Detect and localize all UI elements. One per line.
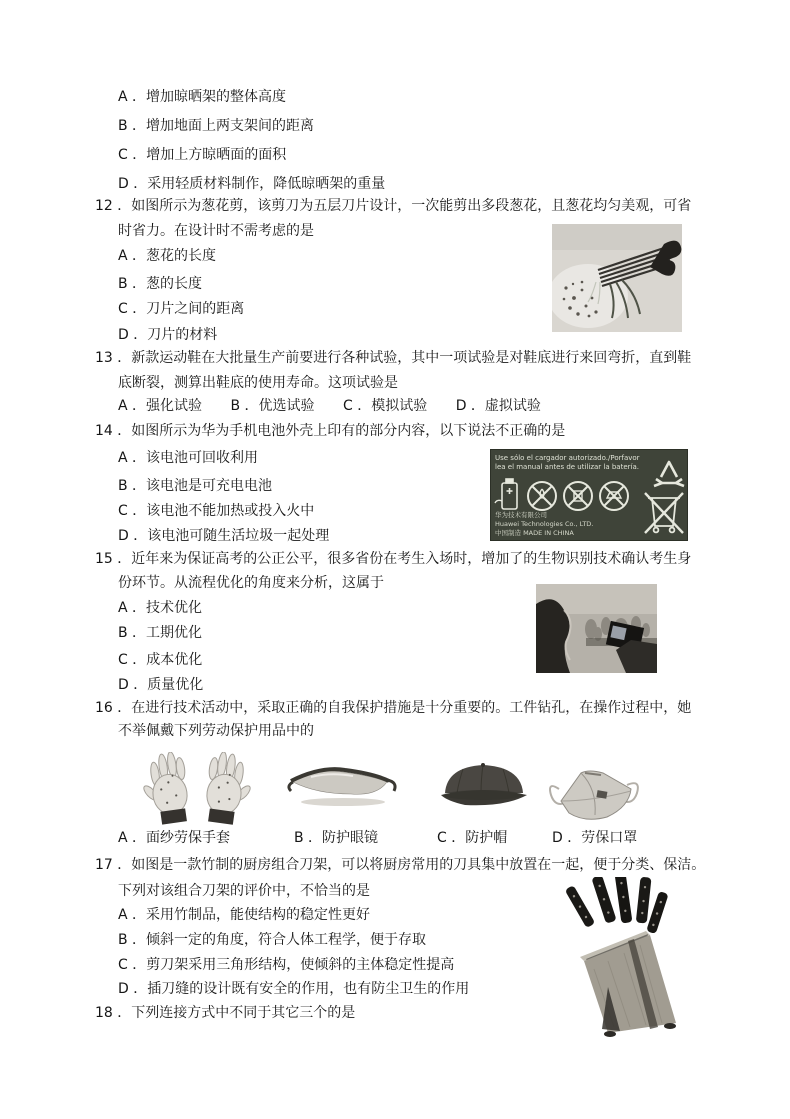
q14-stem-line1: 14 ．如图所示为华为手机电池外壳上印有的部分内容，以下说法不正确的是	[95, 423, 566, 439]
work-gloves-photo	[142, 752, 254, 830]
q11-option-d: D ．采用轻质材料制作，降低晾晒架的重量	[118, 176, 386, 192]
block-front-face	[584, 935, 676, 1033]
q13-stem-line2: 底断裂，测算出鞋底的使用寿命。这项试验是	[118, 375, 398, 391]
q13-stem-line1: 13 ．新款运动鞋在大批量生产前要进行各种试验，其中一项试验是对鞋底进行来回弯折，直到鞋	[95, 350, 692, 366]
q11-option-b: B ．增加地面上两支架间的距离	[118, 118, 315, 134]
safety-glasses-photo	[281, 760, 401, 808]
q14-option-b: B ．该电池是可充电电池	[118, 478, 273, 494]
q12-option-c: C ．刀片之间的距离	[118, 301, 245, 317]
q15-option-a: A ．技术优化	[118, 600, 203, 616]
q17-option-d: D ．插刀缝的设计既有安全的作用，也有防尘卫生的作用	[118, 981, 470, 997]
scallion-scissors-photo	[552, 224, 682, 332]
battery-company-cn: 华为技术有限公司	[495, 511, 547, 519]
q13-option-d: D ．虚拟试验	[455, 398, 541, 414]
q13-option-c: C ．模拟试验	[343, 398, 428, 414]
q16-label-a: A ．面纱劳保手套	[118, 830, 231, 846]
q14-option-d: D ．该电池可随生活垃圾一起处理	[118, 528, 330, 544]
q14-option-a: A ．该电池可回收利用	[118, 450, 259, 466]
q17-stem-line2: 下列对该组合刀架的评价中，不恰当的是	[118, 883, 370, 899]
q17-option-b: B ．倾斜一定的角度，符合人体工程学，便于存取	[118, 932, 427, 948]
huawei-battery-label-photo	[490, 449, 688, 541]
temple-arm-right	[387, 780, 395, 791]
q15-option-d: D ．质量优化	[118, 677, 204, 693]
protective-cap-photo	[435, 755, 532, 812]
q16-label-d: D ．劳保口罩	[552, 830, 638, 846]
left-glove	[142, 752, 192, 827]
q13-options-row	[118, 397, 565, 415]
q15-option-c: C ．成本优化	[118, 652, 203, 668]
q15-stem-line1: 15 ．近年来为保证高考的公正公平，很多省份在考生入场时，增加了的生物识别技术确认考生身	[95, 551, 692, 567]
q15-option-b: B ．工期优化	[118, 625, 203, 641]
q12-stem-line2: 时省力。在设计时不需考虑的是	[118, 223, 314, 239]
dust-mask-photo	[545, 761, 642, 826]
exam-entrance-biometric-check-photo	[536, 584, 657, 673]
battery-company-en: Huawei Technologies Co., LTD.	[495, 520, 594, 528]
q13-option-b: B ．优选试验	[230, 398, 315, 414]
knife-handles	[565, 877, 669, 934]
mask-cup	[561, 771, 631, 819]
right-glove	[202, 752, 254, 827]
battery-warning-line1: Use sólo el cargador autorizado./Porfavor	[495, 454, 640, 462]
q12-stem-line1: 12 ．如图所示为葱花剪，该剪刀为五层刀片设计，一次能剪出多段葱花，且葱花均匀美观，可省	[95, 198, 692, 214]
cap-dome	[445, 765, 523, 793]
bamboo-knife-block-photo	[550, 877, 685, 1037]
q17-stem-line1: 17 ．如图是一款竹制的厨房组合刀架，可以将厨房常用的刀具集中放置在一起，便于分类、保洁。	[95, 857, 706, 873]
q11-option-c: C ．增加上方晾晒面的面积	[118, 147, 287, 163]
battery-warning-line2: lea el manual antes de utilizar la batería.	[495, 463, 639, 471]
q17-option-a: A ．采用竹制品，能使结构的稳定性更好	[118, 907, 371, 923]
q18-stem-line1: 18 ．下列连接方式中不同于其它三个的是	[95, 1005, 356, 1021]
q16-label-b: B ．防护眼镜	[294, 830, 379, 846]
q16-stem-line2: 不举佩戴下列劳动保护用品中的	[118, 723, 314, 739]
q13-option-a: A ．强化试验	[118, 398, 203, 414]
q12-option-b: B ．葱的长度	[118, 276, 203, 292]
q12-option-a: A ．葱花的长度	[118, 248, 217, 264]
q16-label-c: C ．防护帽	[437, 830, 508, 846]
q12-option-d: D ．刀片的材料	[118, 327, 218, 343]
battery-made-in: 中国制造 MADE IN CHINA	[495, 529, 574, 537]
q16-stem-line1: 16 ．在进行技术活动中，采取正确的自我保护措施是十分重要的。工件钻孔，在操作过程中，她	[95, 700, 692, 716]
q17-option-c: C ．剪刀架采用三角形结构，使倾斜的主体稳定性提高	[118, 957, 455, 973]
q14-option-c: C ．该电池不能加热或投入火中	[118, 503, 315, 519]
temple-arm-left	[289, 782, 293, 791]
q15-stem-line2: 份环节。从流程优化的角度来分析，这属于	[118, 575, 384, 591]
q11-option-a: A ．增加晾晒架的整体高度	[118, 89, 287, 105]
